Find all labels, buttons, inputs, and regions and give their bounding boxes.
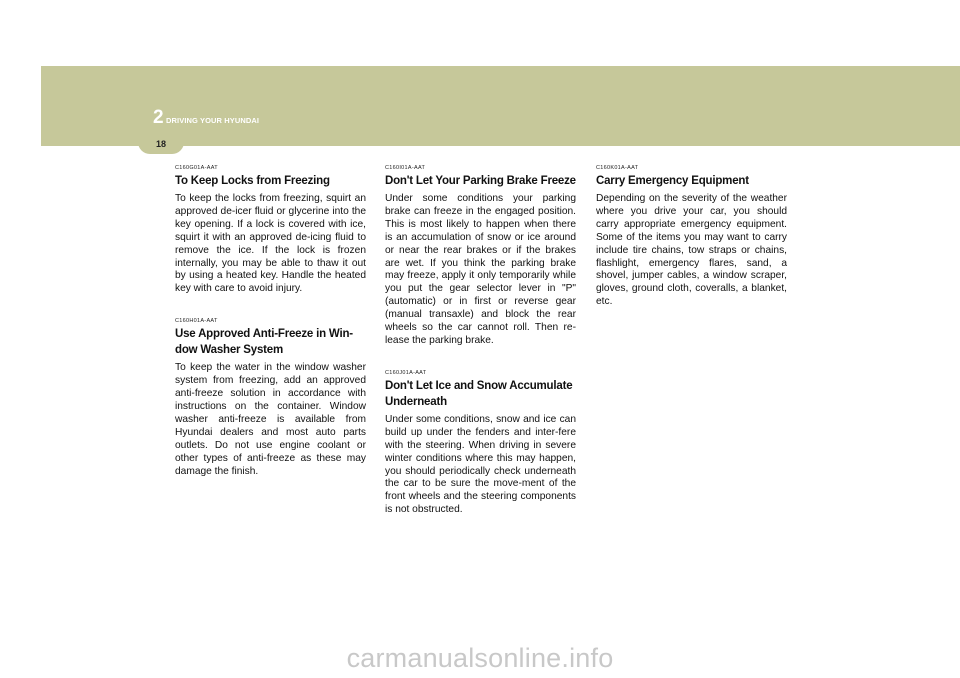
section-heading: To Keep Locks from Freezing (175, 175, 330, 187)
header-band (41, 66, 960, 146)
chapter-title: DRIVING YOUR HYUNDAI (166, 116, 260, 125)
section-parking-brake (385, 165, 576, 348)
chapter-number: 2 (153, 107, 164, 128)
section-emergency (596, 165, 787, 309)
section-code: C160J01A-AAT (385, 369, 427, 376)
column-left (175, 165, 366, 500)
section-ice-snow (385, 370, 576, 517)
watermark: carmanualsonline.info (346, 643, 614, 673)
section-code: C160G01A-AAT (175, 165, 218, 171)
column-middle (385, 165, 576, 539)
section-code: C160H01A-AAT (175, 318, 218, 325)
section-code: C160K01A-AAT (596, 165, 639, 171)
section-heading: Carry Emergency Equipment (596, 175, 749, 187)
section-washer (175, 318, 366, 478)
section-body: To keep the water in the window washer system from freezing, add an approved anti-freeze solution in accordance with instructions on the container. Window washer anti-freeze is available from Hyundai dealers and most auto parts outlets. Do not use engine coolant or other types of anti-freeze as these may damage the finish. (175, 362, 366, 477)
section-body: Depending on the severity of the weather where you drive your car, you should carry appropriate emergency equipment. Some of the items you may want to carry include tire chains, tow straps or chains, flashlight, emergency flares, sand, a shovel, jumper cables, a window scraper, gloves, ground cloth, coveralls, a blanket, etc. (596, 193, 787, 308)
section-locks (175, 165, 366, 296)
section-body: Under some conditions your parking brake can freeze in the engaged position. This is most likely to happen when there is an accumulation of snow or ice around or near the rear brakes or if the brakes are wet. If you think the parking brake may freeze, apply it only temporarily while you put the gear selector lever in "P" (automatic) or in first or reverse gear (manual transaxle) and block the rear wheels so the car cannot roll. Then re-lease the parking brake. (385, 193, 576, 346)
section-body: Under some conditions, snow and ice can build up under the fenders and inter-fere with the steering. When driving in severe winter conditions where this may happen, you should periodically check underneath the car to be sure the move-ment of the front wheels and the steering components is not obstructed. (385, 413, 576, 516)
page-number: 18 (155, 139, 166, 149)
section-heading: Use Approved Anti-Freeze in Win-dow Washer System (175, 328, 353, 357)
section-code: C160I01A-AAT (385, 165, 426, 171)
section-body: To keep the locks from freezing, squirt an approved de-icer fluid or glycerine into the key opening. If a lock is covered with ice, squirt it with an approved de-icing fluid to remove the ice. If the lock is frozen internally, you may be able to thaw it out by using a heated key. Handle the heated key with care to avoid injury. (175, 193, 366, 295)
column-right (596, 165, 787, 331)
section-heading: Don't Let Ice and Snow Accumulate Underneath (385, 379, 573, 408)
section-heading: Don't Let Your Parking Brake Freeze (385, 175, 576, 187)
